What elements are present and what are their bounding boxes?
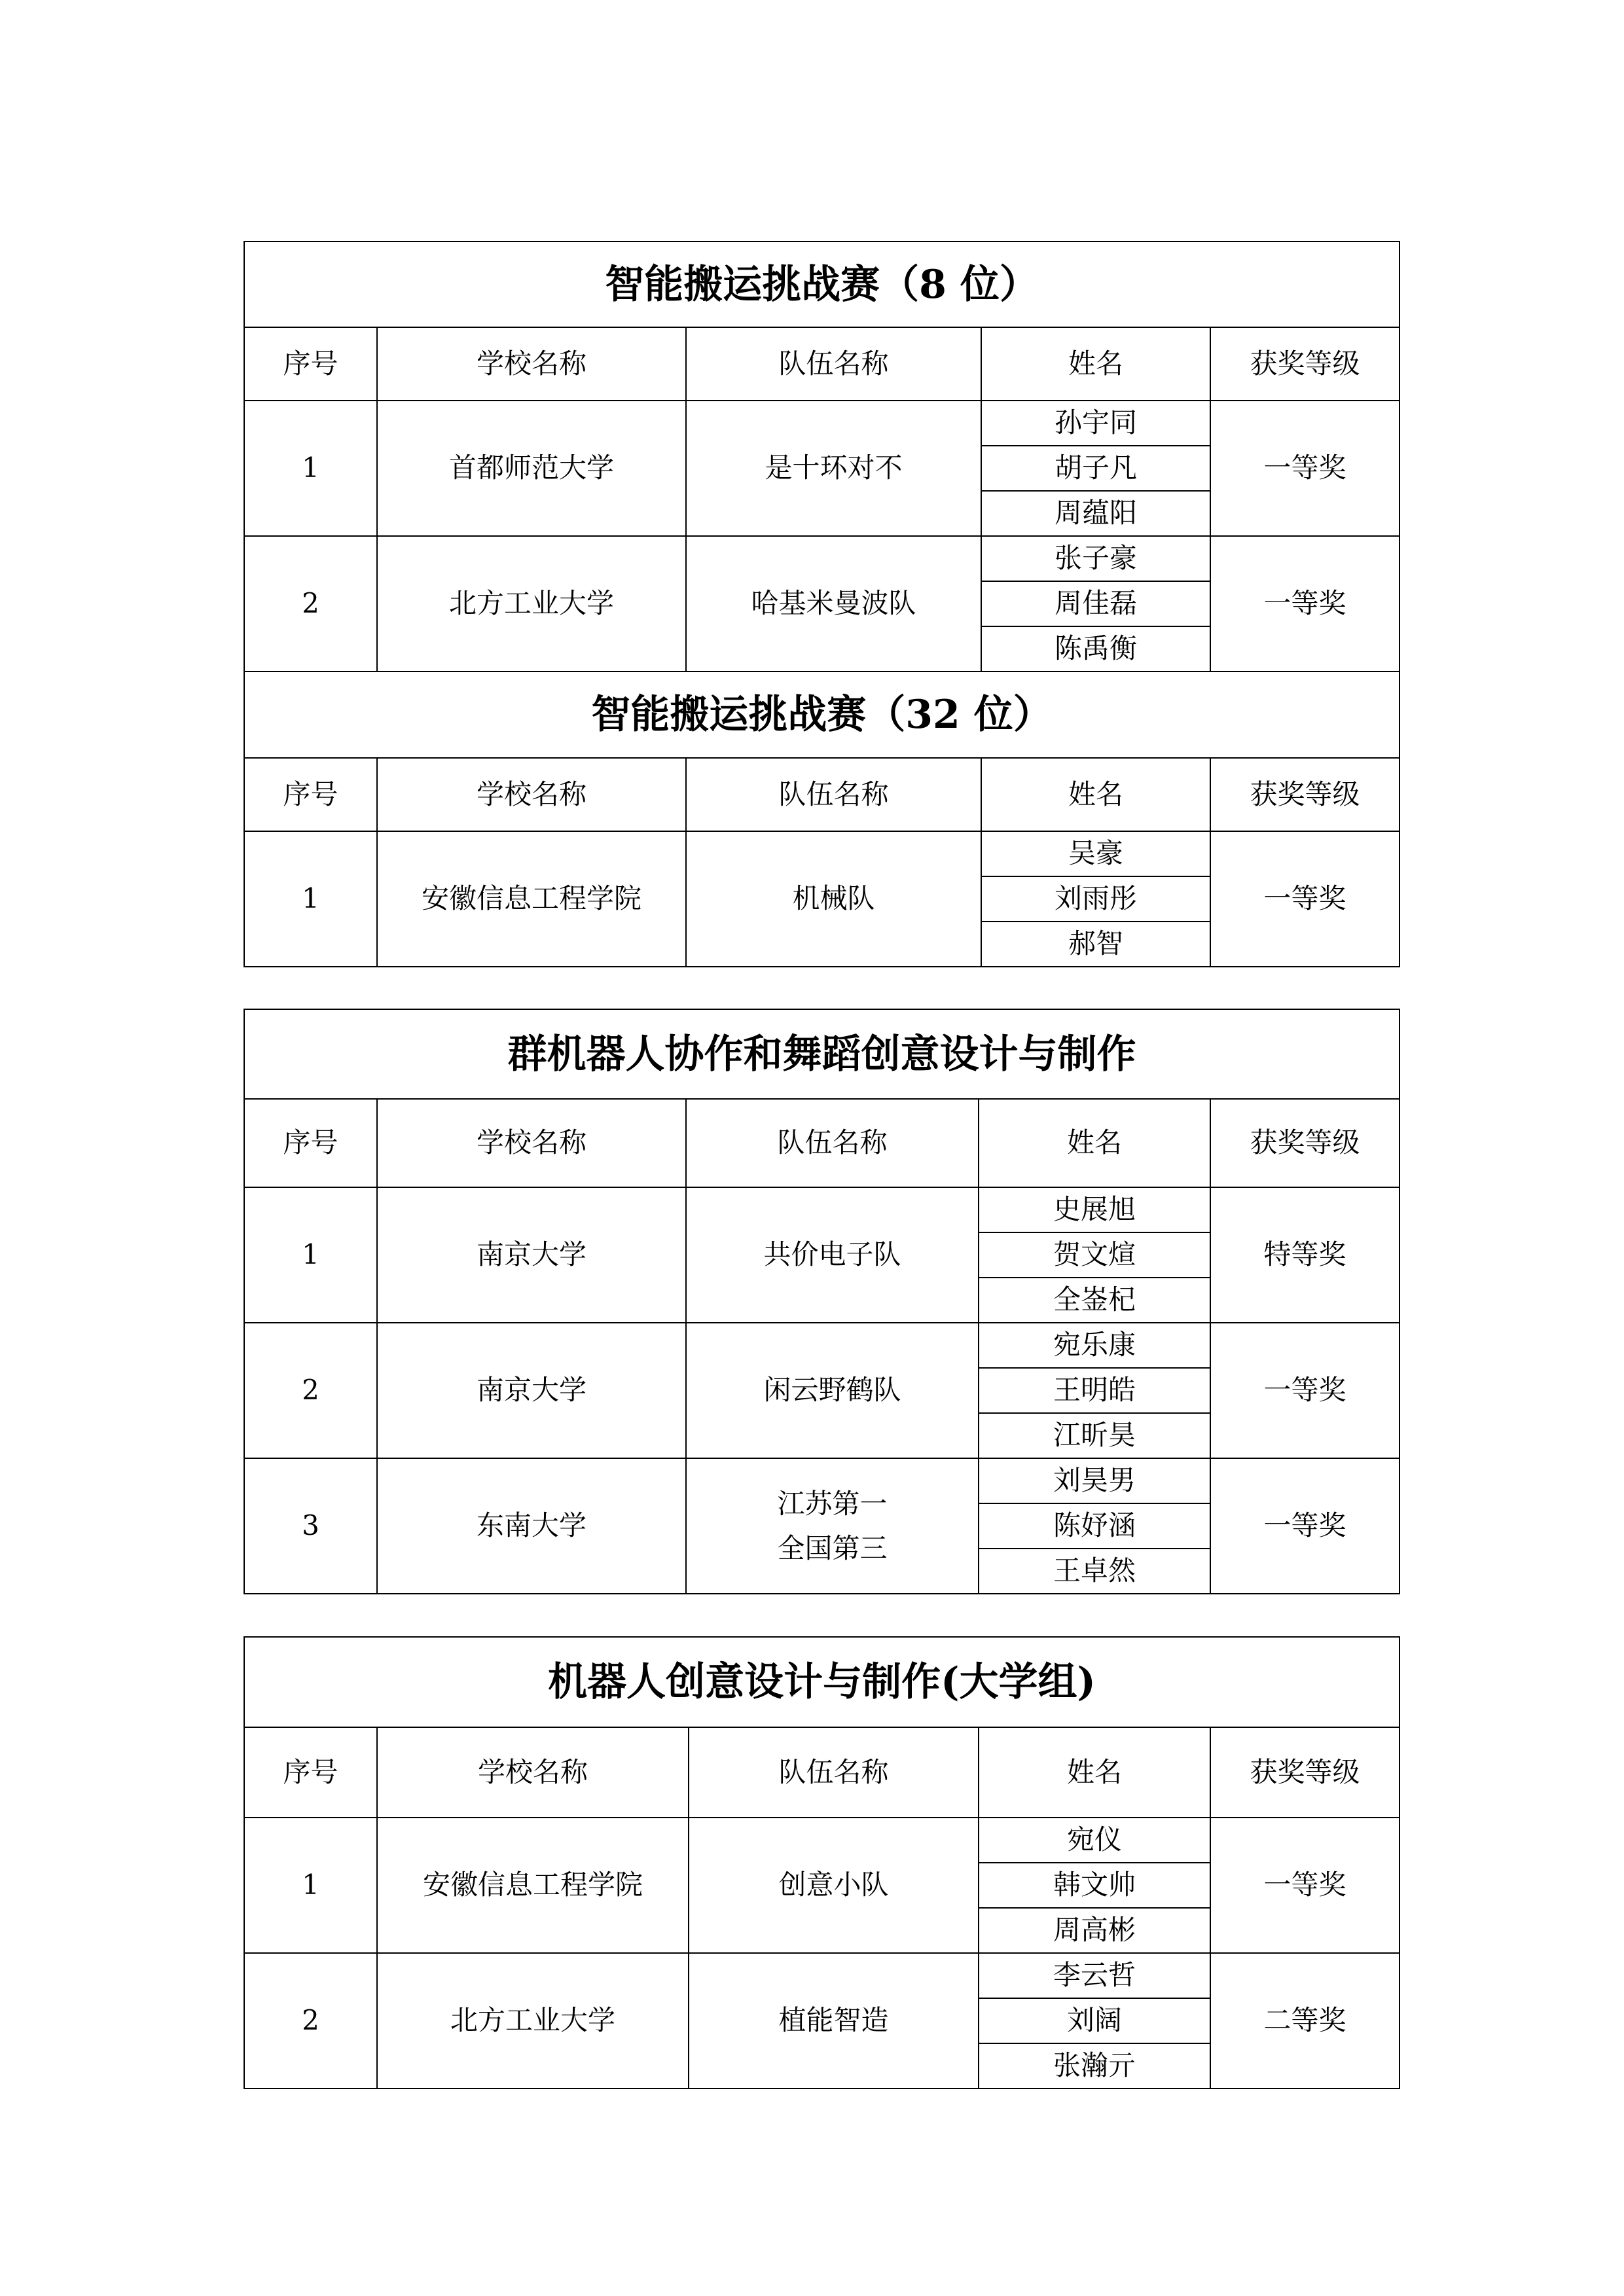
row-school: 安徽信息工程学院: [377, 1818, 689, 1953]
row-award: 一等奖: [1210, 1323, 1399, 1458]
row-award: 一等奖: [1210, 1458, 1399, 1594]
row-index: 2: [244, 1953, 377, 2089]
member-name: 周高彬: [979, 1908, 1210, 1953]
header-team: 队伍名称: [686, 1099, 979, 1187]
member-name: 江昕昊: [979, 1413, 1210, 1458]
section-title: 智能搬运挑战赛（32 位）: [244, 672, 1399, 758]
row-team: [686, 1458, 979, 1594]
member-name: 周蕴阳: [981, 491, 1210, 536]
row-school: 东南大学: [377, 1458, 686, 1594]
row-team: 哈基米曼波队: [686, 536, 981, 672]
row-award: 一等奖: [1210, 1818, 1399, 1953]
row-award: 特等奖: [1210, 1187, 1399, 1323]
row-award: 一等奖: [1210, 831, 1399, 967]
header-award: 获奖等级: [1210, 1727, 1399, 1818]
header-award: 获奖等级: [1210, 1099, 1399, 1187]
header-school: 学校名称: [377, 1099, 686, 1187]
member-name: 孙宇同: [981, 401, 1210, 446]
award-table-3: [244, 1636, 1400, 2089]
header-award: 获奖等级: [1210, 327, 1399, 401]
row-team: 共价电子队: [686, 1187, 979, 1323]
row-index: 1: [244, 401, 377, 536]
member-name: 郝智: [981, 922, 1210, 967]
row-school: 首都师范大学: [377, 401, 686, 536]
member-name: 宛乐康: [979, 1323, 1210, 1368]
section-title: 机器人创意设计与制作(大学组): [244, 1637, 1399, 1727]
header-name: 姓名: [979, 1727, 1210, 1818]
member-name: 周佳磊: [981, 581, 1210, 626]
row-index: 1: [244, 831, 377, 967]
row-award: 一等奖: [1210, 536, 1399, 672]
row-index: 1: [244, 1818, 377, 1953]
member-name: 韩文帅: [979, 1863, 1210, 1908]
row-team: 创意小队: [689, 1818, 979, 1953]
team-name-line: 全国第三: [777, 1532, 888, 1564]
member-name: 刘昊男: [979, 1458, 1210, 1503]
row-award: 二等奖: [1210, 1953, 1399, 2089]
member-name: 宛仪: [979, 1818, 1210, 1863]
header-team: 队伍名称: [689, 1727, 979, 1818]
member-name: 刘雨彤: [981, 876, 1210, 922]
member-name: 刘阔: [979, 1998, 1210, 2043]
header-school: 学校名称: [377, 327, 686, 401]
member-name: 王明皓: [979, 1368, 1210, 1413]
member-name: 贺文煊: [979, 1232, 1210, 1278]
member-name: 张瀚亓: [979, 2043, 1210, 2089]
header-name: 姓名: [981, 327, 1210, 401]
member-name: 全崟杞: [979, 1278, 1210, 1323]
row-team: 植能智造: [689, 1953, 979, 2089]
row-award: 一等奖: [1210, 401, 1399, 536]
row-team: 机械队: [686, 831, 981, 967]
header-index: 序号: [244, 758, 377, 831]
row-school: 北方工业大学: [377, 536, 686, 672]
member-name: 胡子凡: [981, 446, 1210, 491]
row-team: 闲云野鹤队: [686, 1323, 979, 1458]
member-name: 史展旭: [979, 1187, 1210, 1232]
header-school: 学校名称: [377, 758, 686, 831]
header-index: 序号: [244, 1099, 377, 1187]
header-name: 姓名: [979, 1099, 1210, 1187]
row-index: 2: [244, 1323, 377, 1458]
team-name-line: 江苏第一: [777, 1488, 888, 1520]
award-table-2: [244, 1009, 1400, 1594]
member-name: 王卓然: [979, 1549, 1210, 1594]
row-school: 南京大学: [377, 1323, 686, 1458]
member-name: 陈禹衡: [981, 626, 1210, 672]
header-index: 序号: [244, 1727, 377, 1818]
row-school: 北方工业大学: [377, 1953, 689, 2089]
header-team: 队伍名称: [686, 758, 981, 831]
award-table-1: [244, 241, 1400, 967]
member-name: 吴豪: [981, 831, 1210, 876]
member-name: 陈妤涵: [979, 1503, 1210, 1549]
row-school: 安徽信息工程学院: [377, 831, 686, 967]
section-title: 智能搬运挑战赛（8 位）: [244, 242, 1399, 327]
section-title: 群机器人协作和舞蹈创意设计与制作: [244, 1009, 1399, 1099]
header-school: 学校名称: [377, 1727, 689, 1818]
header-award: 获奖等级: [1210, 758, 1399, 831]
row-index: 1: [244, 1187, 377, 1323]
row-index: 2: [244, 536, 377, 672]
row-index: 3: [244, 1458, 377, 1594]
row-team: 是十环对不: [686, 401, 981, 536]
header-index: 序号: [244, 327, 377, 401]
member-name: 张子豪: [981, 536, 1210, 581]
member-name: 李云哲: [979, 1953, 1210, 1998]
header-team: 队伍名称: [686, 327, 981, 401]
row-school: 南京大学: [377, 1187, 686, 1323]
header-name: 姓名: [981, 758, 1210, 831]
